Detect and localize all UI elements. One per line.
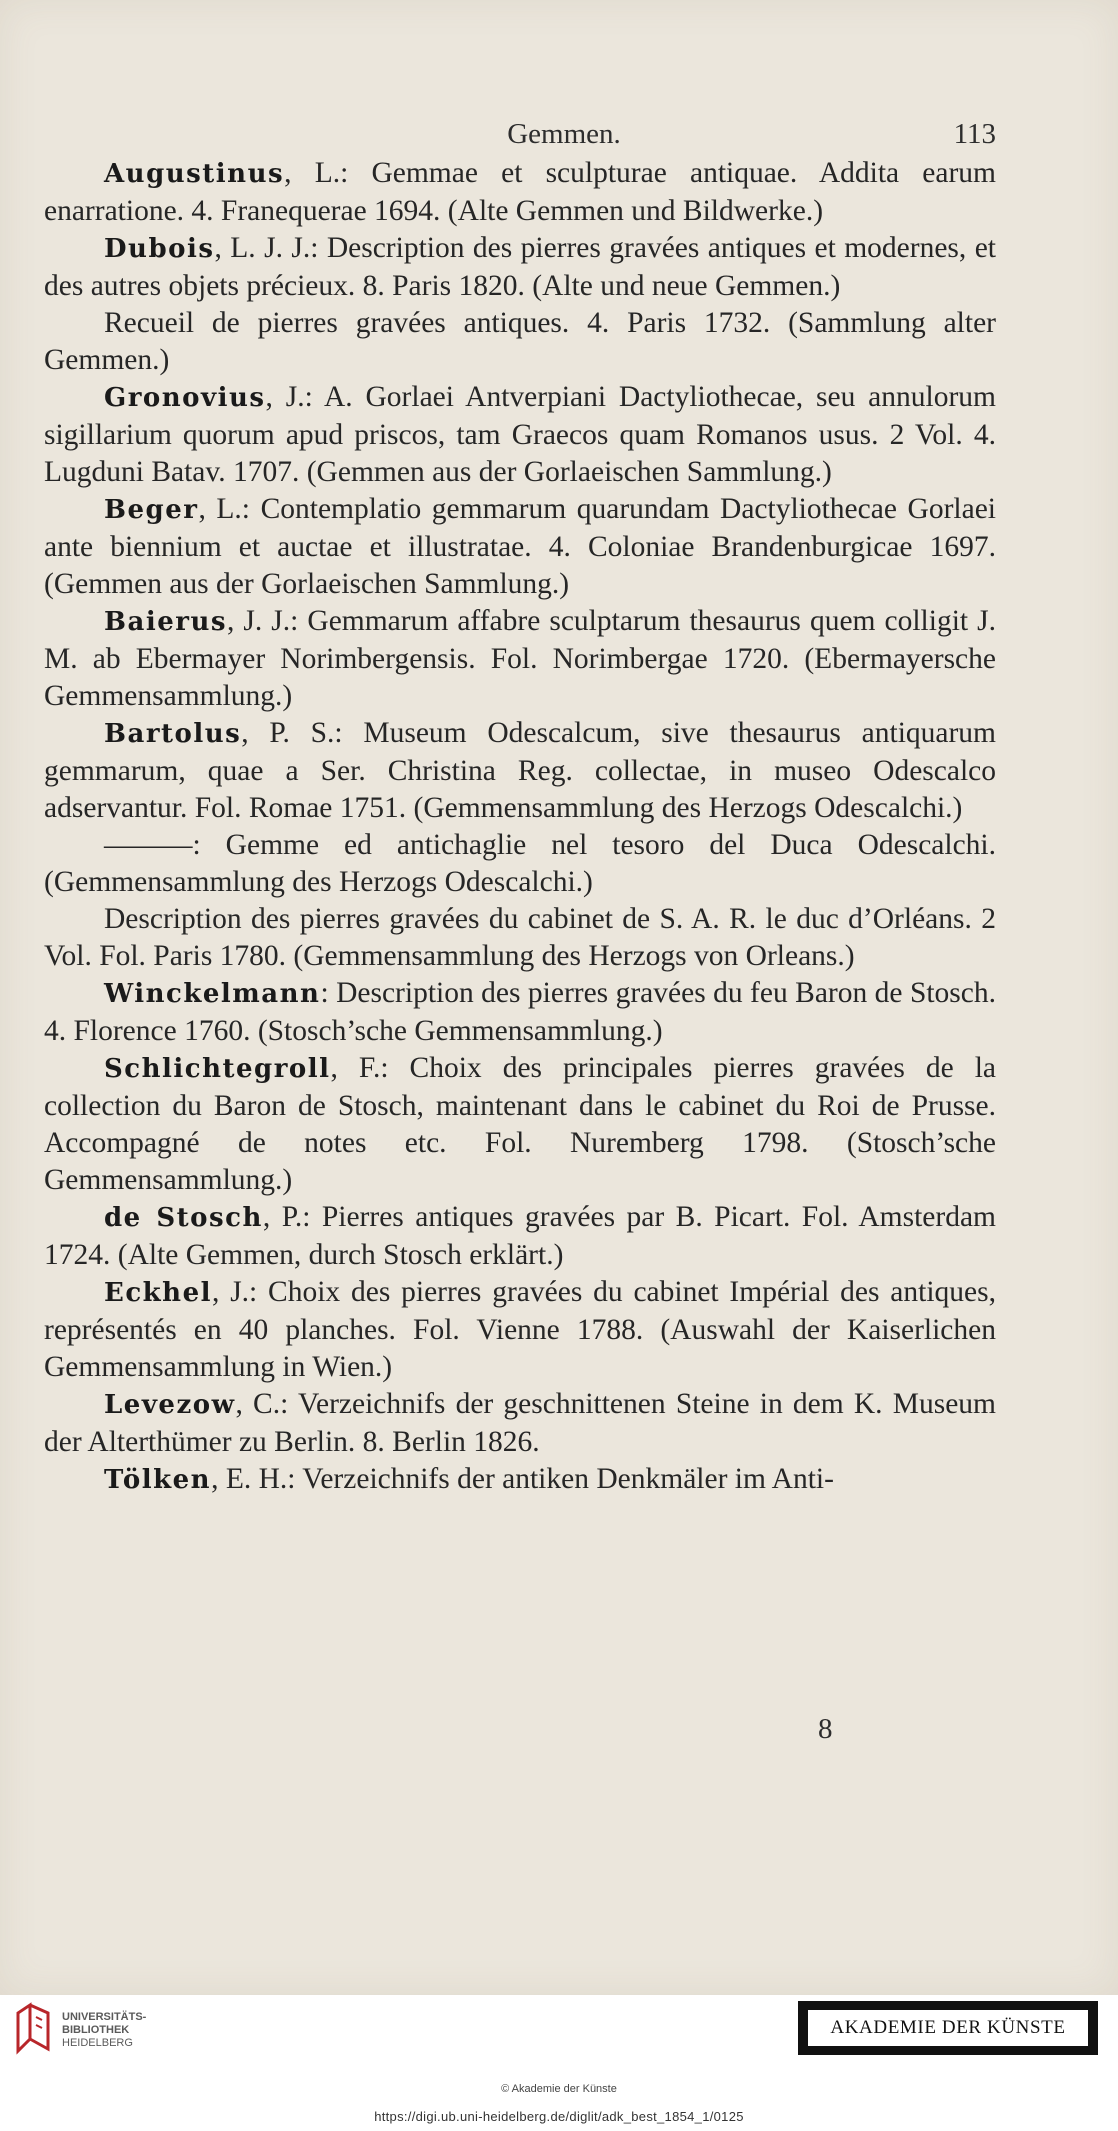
signature-mark: 8 [818,1713,833,1745]
entry-author: Winckelmann [104,979,321,1009]
entry-author: Schlichtegroll [104,1054,331,1084]
page-title: Gemmen. [507,118,621,150]
library-logo-icon [12,1999,54,2061]
entry-author: Augustinus [104,159,285,189]
entry-author: de Stosch [104,1203,263,1233]
entry-author: Bartolus [104,719,242,749]
bibliography-text [44,155,996,1499]
entry-text: Recueil de pierres gravées antiques. 4. Paris 1732. (Sammlung alter Gemmen.) [44,307,996,376]
entry [44,1461,996,1499]
entry [44,827,996,901]
library-name-line: BIBLIOTHEK [62,2023,130,2036]
university-library-logo[interactable] [12,1999,146,2061]
library-name-line: UNIVERSITÄTS- [62,2010,147,2023]
entry-text: Description des pierres gravées du cabinet de S. A. R. le duc d’Orléans. 2 Vol. Fol. Paris 1780. (Gemmensammlung des Herzogs von Orleans.) [44,903,996,972]
entry [44,975,996,1050]
entry-text: , J.: Choix des pierres gravées du cabinet Impérial des antiques, représentés en 40 planches. Fol. Vienne 1788. (Auswahl der Kaiserlichen Gemmensammlung in Wien.) [44,1276,996,1383]
entry [44,1274,996,1386]
entry [44,901,996,975]
entry-author: Levezow [104,1390,236,1420]
entry [44,603,996,715]
entry-text: , F.: Choix des principales pierres gravées de la collection du Baron de Stosch, maintenant dans le cabinet du Roi de Prusse. Accompagné de notes etc. Fol. Nuremberg 1798. (Stosch’sche Gemmensammlung.) [44,1052,996,1196]
entry-text: , E. H.: Verzeichnifs der antiken Denkmäler im Anti- [211,1463,834,1495]
entry-author: Eckhel [104,1278,212,1308]
entry [44,230,996,305]
akademie-badge[interactable] [798,2001,1098,2055]
entry-text: , P.: Pierres antiques gravées par B. Picart. Fol. Amsterdam 1724. (Alte Gemmen, durch Stosch erklärt.) [44,1201,996,1271]
akademie-badge-label: AKADEMIE DER KÜNSTE [808,2010,1088,2046]
copyright-notice: © Akademie der Künste [501,2083,617,2095]
entry-text: , L.: Gemmae et sculpturae antiquae. Addita earum enarratione. 4. Franequerae 1694. (Alte Gemmen und Bildwerke.) [44,157,996,227]
entry-text: , L. J. J.: Description des pierres gravées antiques et modernes, et des autres objets précieux. 8. Paris 1820. (Alte und neue Gemmen.) [44,232,996,302]
permalink-url[interactable]: https://digi.ub.uni-heidelberg.de/diglit/adk_best_1854_1/0125 [374,2109,744,2124]
entry [44,491,996,603]
entry-author: Beger [104,495,199,525]
entry [44,379,996,491]
library-name-line: HEIDELBERG [62,2036,133,2049]
entry-text: ———: Gemme ed antichaglie nel tesoro del Duca Odescalchi. (Gemmensammlung des Herzogs Odescalchi.) [44,829,996,898]
entry-author: Tölken [104,1465,212,1495]
entry-text: , C.: Verzeichnifs der geschnittenen Steine in dem K. Museum der Alterthümer zu Berlin. 8. Berlin 1826. [44,1388,996,1458]
entry-text: : Description des pierres gravées du feu Baron de Stosch. 4. Florence 1760. (Stosch’sche Gemmensammlung.) [44,977,996,1047]
entry [44,1199,996,1274]
entry-author: Dubois [104,234,215,264]
viewer-footer [0,1995,1118,2131]
entry [44,715,996,827]
entry-text: , P. S.: Museum Odescalcum, sive thesaurus antiquarum gemmarum, quae a Ser. Christina Reg. collectae, in museo Odescalco adservantur. Fol. Romae 1751. (Gemmensammlung des Herzogs Odescalchi.) [44,717,996,824]
entry-text: , J. J.: Gemmarum affabre sculptarum thesaurus quem colligit J. M. ab Ebermayer Norimbergensis. Fol. Norimbergae 1720. (Ebermayersche Gemmensammlung.) [44,605,996,712]
page-number: 113 [953,118,996,150]
entry-author: Gronovius [104,383,266,413]
entry-text: , L.: Contemplatio gemmarum quarundam Dactyliothecae Gorlaei ante biennium et auctae et illustratae. 4. Coloniae Brandenburgicae 1697. (Gemmen aus der Gorlaeischen Sammlung.) [44,493,996,600]
entry [44,155,996,230]
entry [44,1386,996,1461]
entry [44,1050,996,1199]
entry-text: , J.: A. Gorlaei Antverpiani Dactyliothecae, seu annulorum sigillarium quorum apud priscos, tam Graecos quam Romanos usus. 2 Vol. 4. Lugduni Batav. 1707. (Gemmen aus der Gorlaeischen Sammlung.) [44,381,996,488]
library-name [62,2011,146,2050]
entry [44,305,996,379]
entry-author: Baierus [104,607,227,637]
